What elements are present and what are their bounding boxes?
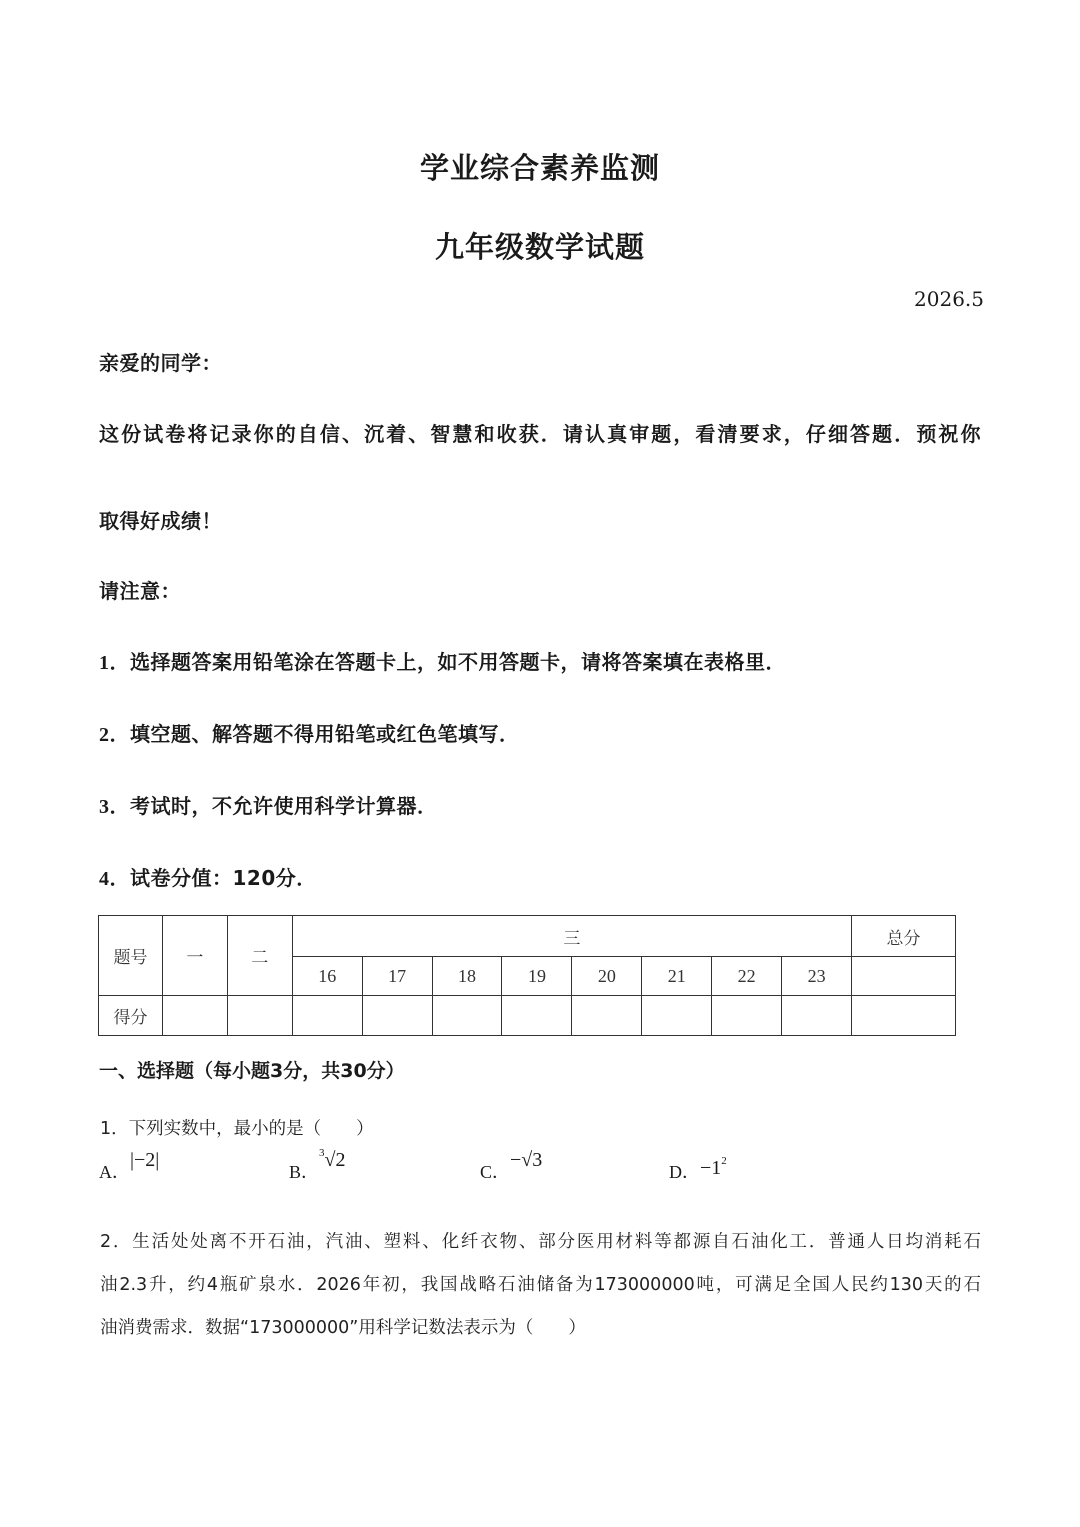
notice-item-number: 1 [99,652,110,674]
question-1-option-b[interactable] [289,1147,346,1184]
question-1-option-d[interactable] [669,1155,727,1184]
question-number-cell: 22 [712,957,782,996]
option-label: B． [289,1162,320,1182]
exam-date: 2026.5 [914,287,984,311]
notice-item-number: 3 [99,796,110,818]
intro-line-2: 取得好成绩！ [99,509,222,533]
intro-line-1: 这份试卷将记录你的自信、沉着、智慧和收获．请认真审题，看清要求，仔细答题．预祝你 [99,422,981,446]
exam-title: 学业综合素养监测 [419,151,660,185]
question-2-line-1: 2．生活处处离不开石油，汽油、塑料、化纤衣物、部分医用材料等都源自石油化工．普通人日均消耗石 [100,1232,981,1252]
question-number-cell: 18 [432,957,502,996]
total-header: 总分 [852,916,956,957]
option-expression: √2 [324,1149,346,1171]
notice-item-3 [99,790,438,819]
section-three-header: 三 [292,916,851,957]
score-cell[interactable] [362,996,432,1036]
option-label: D． [669,1162,700,1182]
total-score-cell[interactable] [852,996,956,1036]
greeting: 亲爱的同学： [99,351,222,375]
question-1-stem: 1．下列实数中，最小的是（ ） [100,1119,374,1139]
score-cell[interactable] [572,996,642,1036]
question-number-cell: 23 [782,957,852,996]
score-cell[interactable] [502,996,572,1036]
section-one-title: 一、选择题（每小题3分，共30分） [99,1060,405,1082]
exam-subtitle: 九年级数学试题 [434,230,645,264]
notice-heading: 请注意： [99,579,181,603]
exponent: 2 [721,1155,727,1167]
section-two-header: 二 [227,916,292,996]
notice-item-text: ．试卷分值：120分． [109,866,317,890]
radical-index: 3 [319,1147,325,1159]
notice-item-1 [99,646,786,675]
section-one-header: 一 [162,916,227,996]
notice-item-text: ．选择题答案用铅笔涂在答题卡上，如不用答题卡，请将答案填在表格里． [109,650,786,674]
notice-item-text: ．考试时，不允许使用科学计算器． [109,794,438,818]
notice-item-number: 4 [99,868,110,890]
total-blank-cell [852,957,956,996]
score-cell[interactable] [432,996,502,1036]
option-expression: −1 [700,1157,722,1179]
row-label-question-number: 题号 [99,916,163,996]
score-cell[interactable] [227,996,292,1036]
question-number-cell: 20 [572,957,642,996]
score-table [98,915,956,1036]
score-cell[interactable] [162,996,227,1036]
option-label: A． [99,1162,130,1182]
notice-item-text: ．填空题、解答题不得用铅笔或红色笔填写． [109,722,520,746]
question-1-option-c[interactable] [480,1149,543,1184]
question-2-line-3: 油消费需求．数据“173000000”用科学记数法表示为（ ） [100,1318,586,1338]
question-1-option-a[interactable] [99,1149,160,1184]
score-cell[interactable] [782,996,852,1036]
option-expression: |−2| [130,1149,160,1171]
option-expression: √3 [521,1149,543,1171]
question-number-cell: 21 [642,957,712,996]
minus-sign: − [510,1149,522,1171]
notice-item-number: 2 [99,724,110,746]
score-cell[interactable] [712,996,782,1036]
question-number-cell: 16 [292,957,362,996]
score-cell[interactable] [642,996,712,1036]
option-label: C． [480,1162,511,1182]
notice-item-2 [99,718,520,747]
notice-item-4 [99,862,317,891]
question-number-cell: 17 [362,957,432,996]
question-2-line-2: 油2.3升，约4瓶矿泉水．2026年初，我国战略石油储备为173000000吨，可满足全国人民约130天的石 [100,1275,981,1295]
score-cell[interactable] [292,996,362,1036]
row-label-score: 得分 [99,996,163,1036]
question-number-cell: 19 [502,957,572,996]
